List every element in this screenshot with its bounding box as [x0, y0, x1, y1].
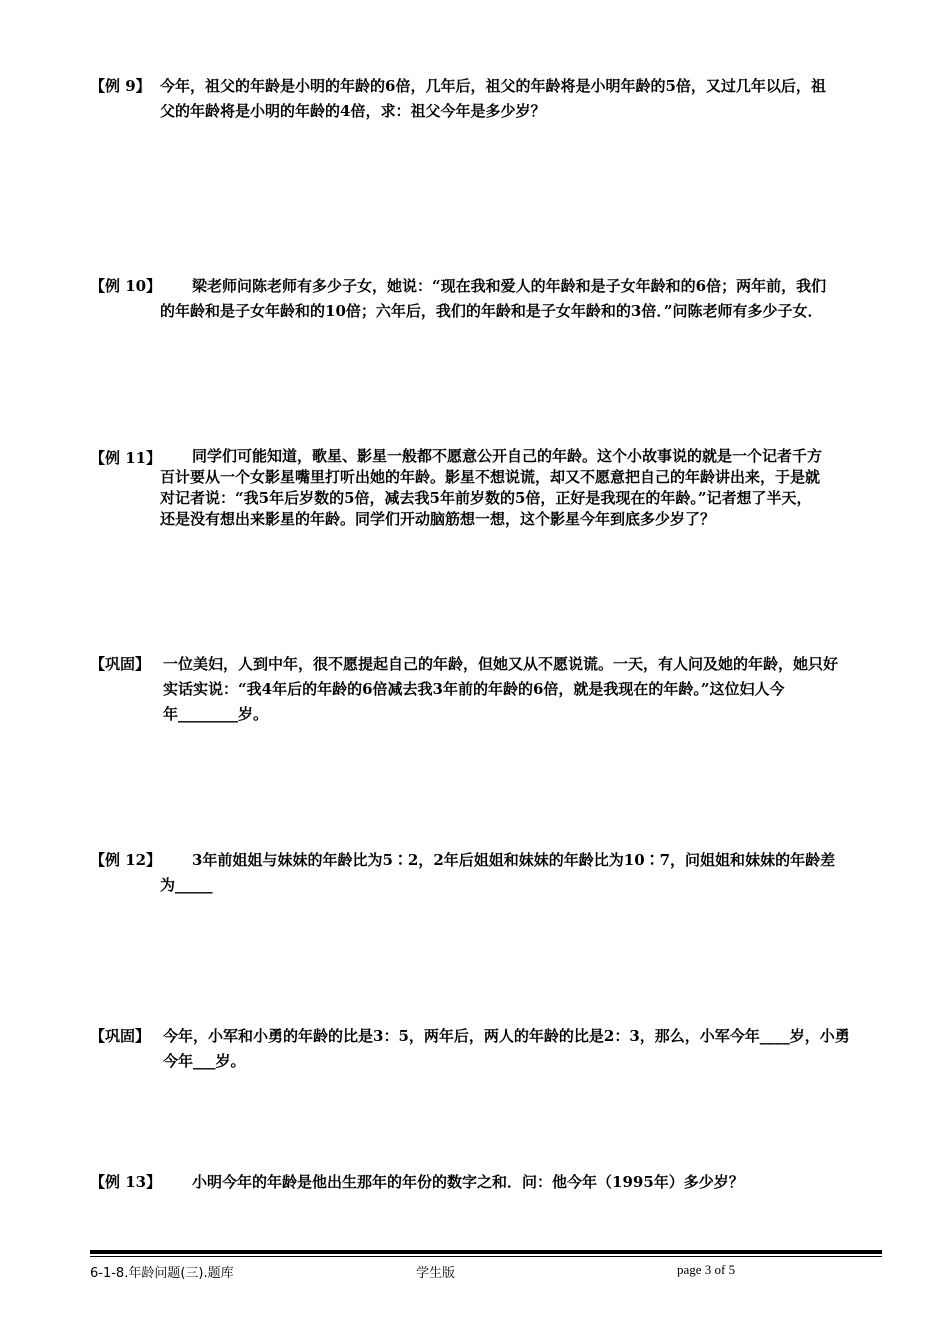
- problem-text: [160, 274, 890, 324]
- consolidation-1: [90, 652, 890, 727]
- problem-line: 实话实说：“我4年后的年龄的6倍减去我3年前的年龄的6倍，就是我现在的年龄。”这位妇人今: [163, 680, 785, 698]
- footer-center: 学生版: [416, 1266, 456, 1281]
- problem-line: 的年龄和是子女年龄和的10倍；六年后，我们的年龄和是子女年龄和的3倍．”问陈老师有多少子女．: [160, 302, 823, 320]
- footer-left: 6-1-8.年龄问题(三).题库: [90, 1266, 234, 1281]
- problem-12: [90, 848, 890, 898]
- problem-line: 今年，小军和小勇的年龄的比是3：5，两年后，两人的年龄的比是2：3，那么，小军今年____岁，小勇: [163, 1027, 850, 1045]
- problem-line: 年________岁。: [163, 705, 269, 723]
- consolidation-2: [90, 1024, 890, 1074]
- problem-line: 今年___岁。: [163, 1052, 246, 1070]
- problem-tag: 【例 11】: [90, 449, 162, 467]
- problem-tag: 【例 12】: [90, 851, 162, 869]
- problem-line: 3年前姐姐与妹妹的年龄比为5∶2，2年后姐姐和妹妹的年龄比为10∶7，问姐姐和妹妹的年龄差: [192, 851, 836, 869]
- problem-tag: 【巩固】: [90, 1027, 151, 1045]
- problem-text: [160, 446, 890, 530]
- problem-text: [160, 848, 890, 898]
- problem-10: [90, 274, 890, 324]
- problem-line: 还是没有想出来影星的年龄。同学们开动脑筋想一想，这个影星今年到底多少岁了？: [160, 510, 716, 528]
- footer-rule: [90, 1250, 882, 1254]
- problem-line: 小明今年的年龄是他出生那年的年份的数字之和．问：他今年（1995年）多少岁？: [192, 1173, 744, 1191]
- problem-tag: 【例 10】: [90, 277, 162, 295]
- problem-line: 对记者说：“我5年后岁数的5倍，减去我5年前岁数的5倍，正好是我现在的年龄。”记者想了半天，: [160, 489, 812, 507]
- problem-11: [90, 446, 890, 530]
- problem-line: 百计要从一个女影星嘴里打听出她的年龄。影星不想说谎，却又不愿意把自己的年龄讲出来，于是就: [160, 468, 821, 486]
- problem-text: [160, 74, 890, 124]
- problem-9: [90, 74, 890, 124]
- footer-rule-thin: [90, 1256, 882, 1257]
- problem-tag: 【巩固】: [90, 655, 151, 673]
- problem-text: [163, 1024, 890, 1074]
- problem-tag: 【例 13】: [90, 1173, 162, 1191]
- problem-line: 为_____: [160, 876, 213, 894]
- problem-text: [163, 652, 890, 727]
- footer-page-number: page 3 of 5: [677, 1262, 736, 1277]
- problem-line: 父的年龄将是小明的年龄的4倍，求：祖父今年是多少岁？: [160, 102, 546, 120]
- problem-tag: 【例 9】: [90, 77, 151, 95]
- problem-13: [90, 1170, 890, 1195]
- problem-text: [160, 1170, 890, 1195]
- problem-line: 今年，祖父的年龄是小明的年龄的6倍，几年后，祖父的年龄将是小明年龄的5倍，又过几年以后，祖: [160, 77, 826, 95]
- problem-line: 同学们可能知道，歌星、影星一般都不愿意公开自己的年龄。这个小故事说的就是一个记者千方: [192, 447, 823, 465]
- problem-line: 梁老师问陈老师有多少子女，她说：“现在我和爱人的年龄和是子女年龄和的6倍；两年前，我们: [192, 277, 827, 295]
- problem-line: 一位美妇，人到中年，很不愿提起自己的年龄，但她又从不愿说谎。一天，有人问及她的年龄，她只好: [163, 655, 839, 673]
